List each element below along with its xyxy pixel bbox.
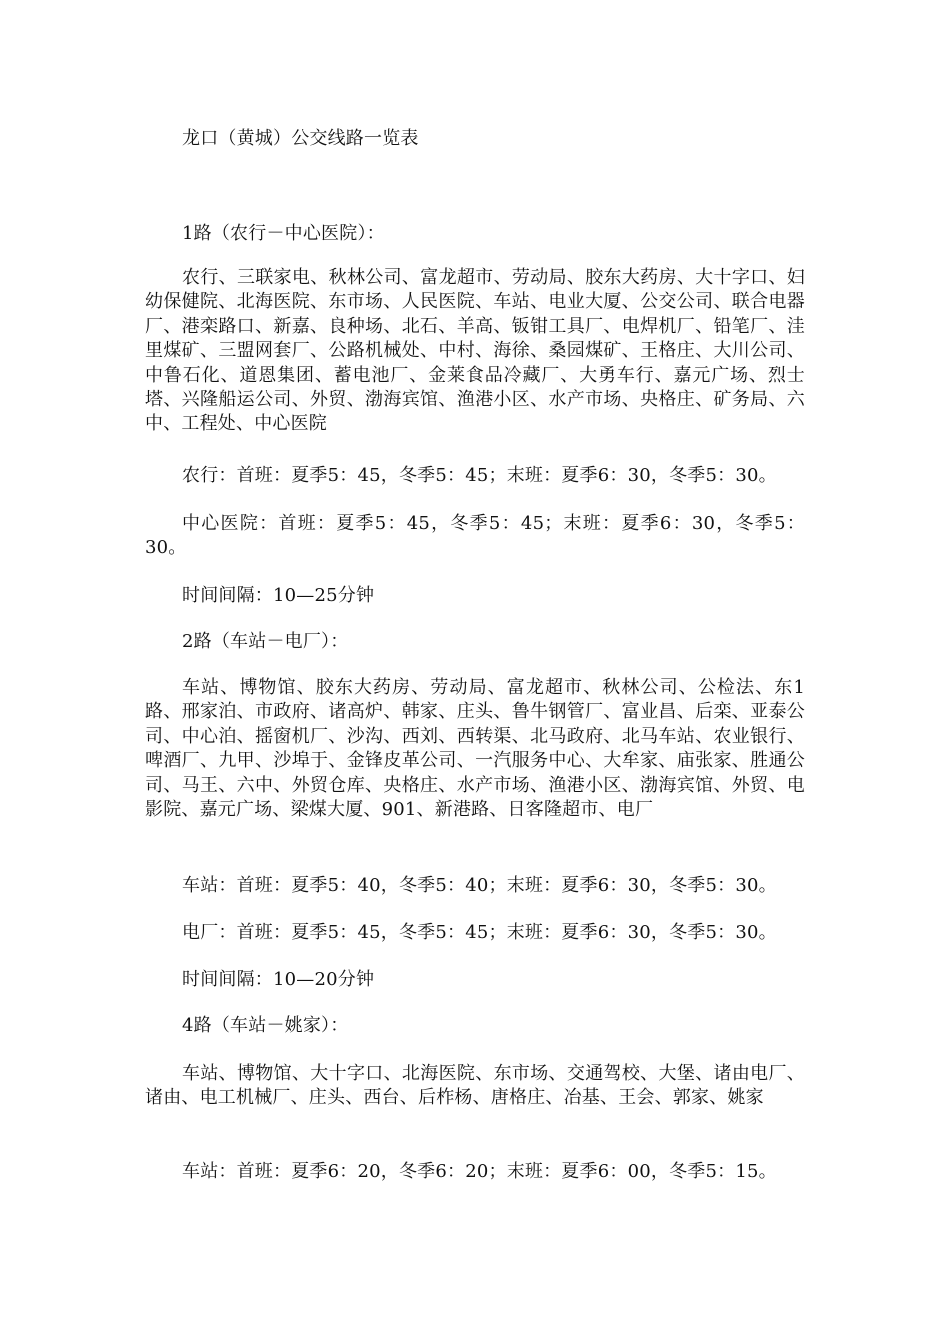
route-2-schedule-b: 电厂：首班：夏季5：45，冬季5：45；末班：夏季6：30，冬季5：30。 [182, 922, 777, 943]
route-2-stops: 车站、博物馆、胶东大药房、劳动局、富龙超市、秋林公司、公检法、东1路、邢家泊、市政府、诸高炉、韩家、庄头、鲁牛钢管厂、富业昌、后栾、亚泰公司、中心泊、摇窗机厂、沙沟、西刘、西转渠、北马政府、北马车站、农业银行、啤酒厂、九甲、沙埠于、金锋皮革公司、一汽服务中心、大牟家、庙张家、胜通公司、马王、六中、外贸仓库、央格庄、水产市场、渔港小区、渤海宾馆、外贸、电影院、嘉元广场、梁煤大厦、901、新港路、日客隆超市、电厂 [145, 677, 805, 821]
route-1-schedule-a: 农行：首班：夏季5：45，冬季5：45；末班：夏季6：30，冬季5：30。 [182, 465, 777, 486]
route-2-schedule-a: 车站：首班：夏季5：40，冬季5：40；末班：夏季6：30，冬季5：30。 [182, 875, 777, 896]
route-4-schedule-a: 车站：首班：夏季6：20，冬季6：20；末班：夏季6：00，冬季5：15。 [182, 1161, 777, 1182]
route-2-interval: 时间间隔：10—20分钟 [182, 969, 375, 990]
route-1-schedule-b: 中心医院：首班：夏季5：45，冬季5：45；末班：夏季6：30，冬季5：30。 [145, 513, 805, 559]
route-1-stops: 农行、三联家电、秋林公司、富龙超市、劳动局、胶东大药房、大十字口、妇幼保健院、北海医院、东市场、人民医院、车站、电业大厦、公交公司、联合电器厂、港栾路口、新嘉、良种场、北石、羊高、钣钳工具厂、电焊机厂、铅笔厂、洼里煤矿、三盟网套厂、公路机械处、中村、海徐、桑园煤矿、王格庄、大川公司、中鲁石化、道恩集团、蓄电池厂、金莱食品冷藏厂、大勇车行、嘉元广场、烈士塔、兴隆船运公司、外贸、渤海宾馆、渔港小区、水产市场、央格庄、矿务局、六中、工程处、中心医院 [145, 267, 805, 435]
route-4-stops: 车站、博物馆、大十字口、北海医院、东市场、交通驾校、大堡、诸由电厂、诸由、电工机械厂、庄头、西台、后柞杨、唐格庄、冶基、王会、郭家、姚家 [145, 1063, 805, 1109]
document-title: 龙口（黄城）公交线路一览表 [182, 128, 419, 149]
route-1-interval: 时间间隔：10—25分钟 [182, 585, 375, 606]
route-4-heading: 4路（车站－姚家）： [182, 1015, 349, 1036]
route-2-heading: 2路（车站－电厂）： [182, 631, 349, 652]
route-1-heading: 1路（农行－中心医院）： [182, 223, 385, 244]
